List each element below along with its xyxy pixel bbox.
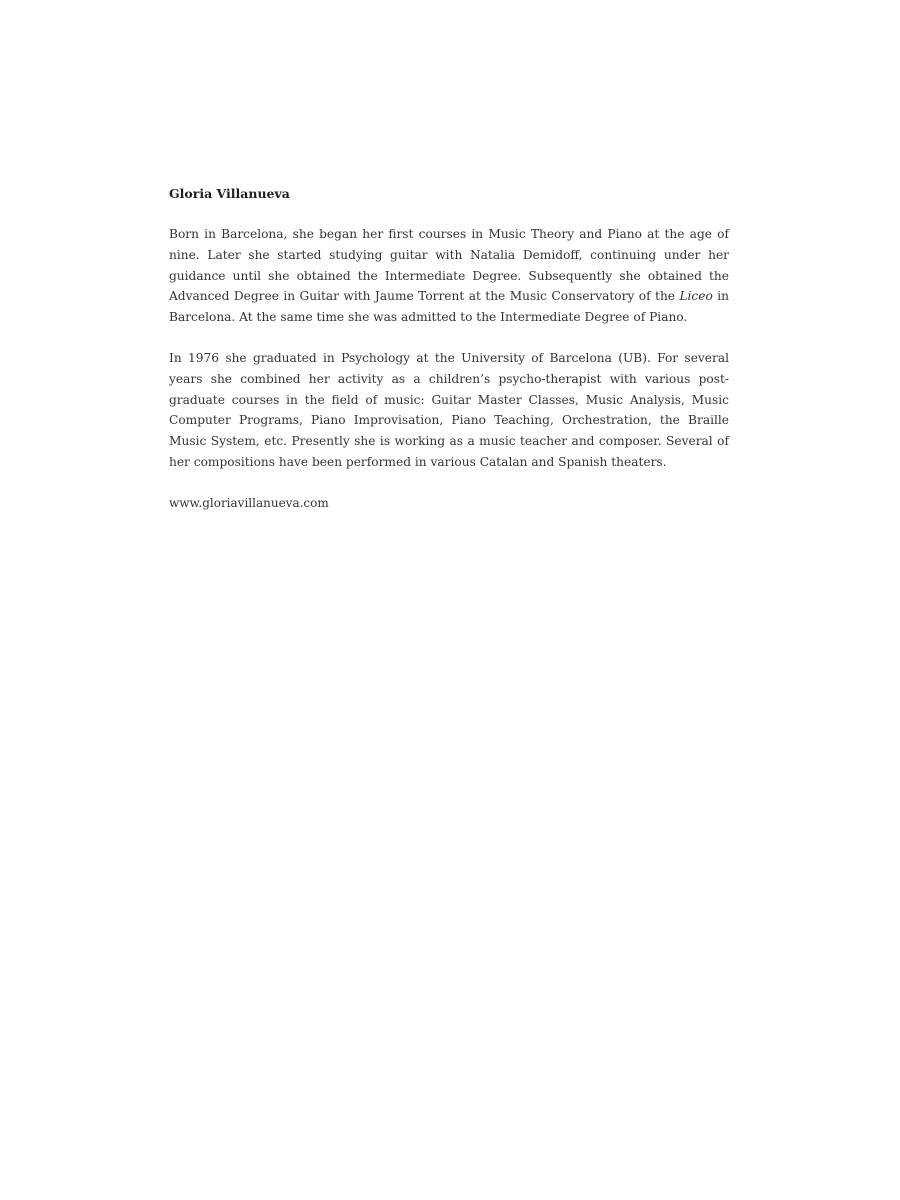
website-link[interactable]: www.gloriavillanueva.com bbox=[169, 495, 329, 510]
biography-paragraph-1 bbox=[169, 224, 729, 328]
document-title: Gloria Villanueva bbox=[169, 186, 290, 201]
liceo-italic-text: Liceo bbox=[679, 289, 713, 304]
document-page bbox=[169, 184, 729, 514]
biography-paragraph-1-text-a: Born in Barcelona, she began her first courses in Music Theory and Piano at the age of nine. Later she started studying guitar with Natalia Demidoff, continuing under her guidance until she obtained the Intermediate Degree. Subsequently she obtained the Advanced Degree in Guitar with Jaume Torrent at the Music Conservatory of the bbox=[169, 227, 729, 304]
biography-paragraph-1-text-b: in Barcelona. At the same time she was admitted to the Intermediate Degree of Piano. bbox=[169, 289, 729, 325]
biography-paragraph-2: In 1976 she graduated in Psychology at the University of Barcelona (UB). For several years she combined her activity as a children’s psycho-therapist with various post-graduate courses in the field of music: Guitar Master Classes, Music Analysis, Music Computer Programs, Piano Improvisation, Piano Teaching, Orchestration, the Braille Music System, etc. Presently she is working as a music teacher and composer. Several of her compositions have been performed in various Catalan and Spanish theaters. bbox=[169, 350, 729, 469]
